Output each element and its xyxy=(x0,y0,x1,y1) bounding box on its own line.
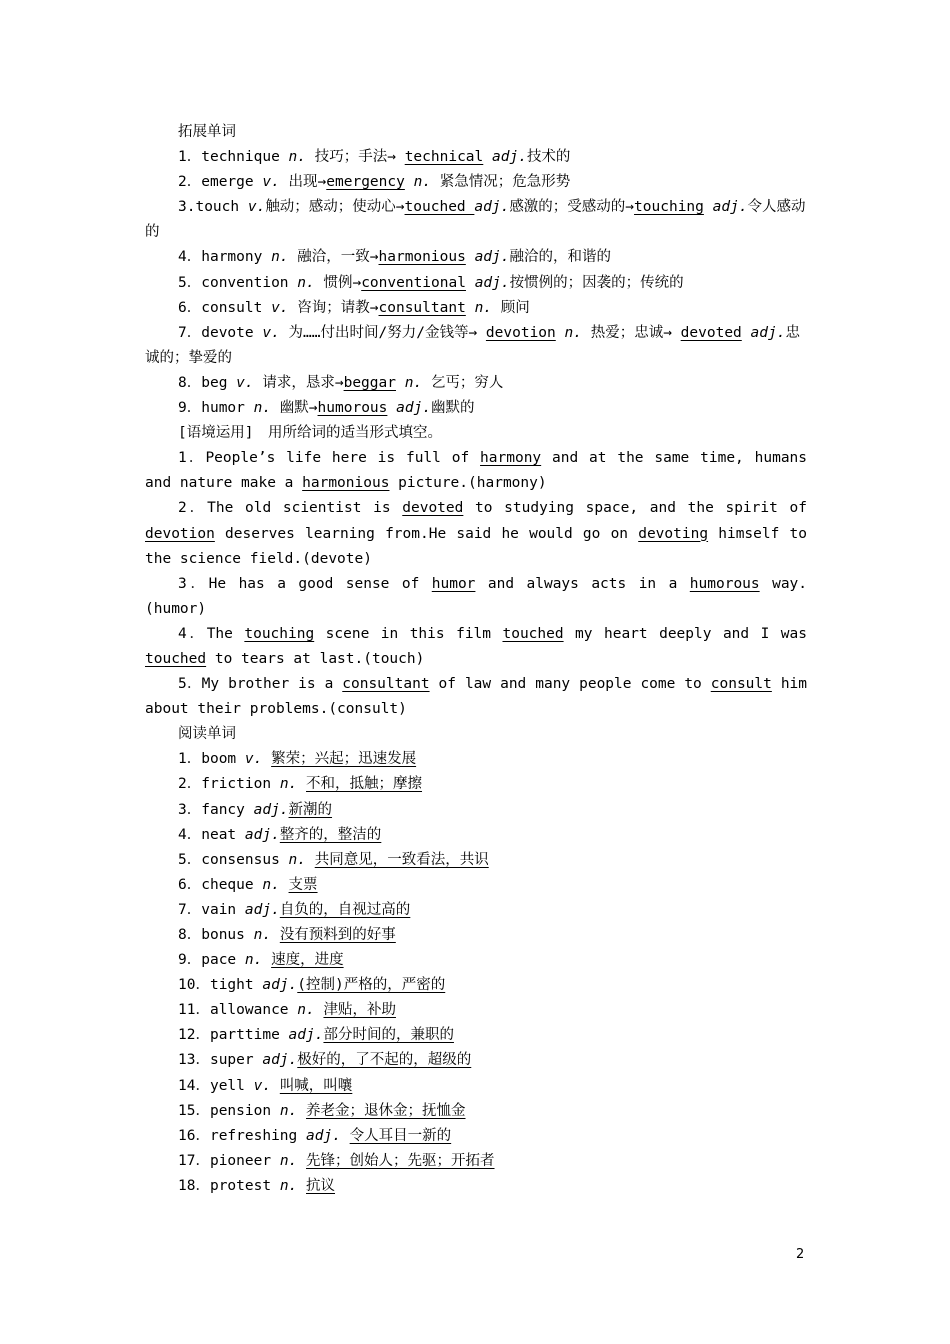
item-text: 8．bonus xyxy=(178,927,254,943)
item-text: 忠诚的；挚爱的 xyxy=(145,324,800,366)
item-text: 咨询；请教→ xyxy=(288,299,379,316)
part-of-speech: adj. xyxy=(244,826,280,843)
item-text: 顾问 xyxy=(492,299,530,316)
page-number: 2 xyxy=(796,1247,805,1262)
item-text: 1．technique xyxy=(178,149,289,166)
item-text: 11．allowance xyxy=(178,1002,298,1019)
part-of-speech: n. xyxy=(279,1152,298,1169)
item-text: 紧急情况；危急形势 xyxy=(431,174,571,191)
item-text: 令人感动的 xyxy=(145,199,806,241)
item-text: 14．yell xyxy=(178,1077,254,1094)
item-text xyxy=(297,1153,306,1169)
answer-text: 没有预料到的好事 xyxy=(279,927,396,943)
item-text: 惯例→ xyxy=(314,274,362,291)
item-text: and at the same time, humans and nature make a xyxy=(145,450,808,492)
item-text: 9．humor xyxy=(178,400,254,417)
item-text: him about their problems.(consult) xyxy=(145,676,808,718)
context-usage-item xyxy=(145,496,807,571)
item-text xyxy=(271,1078,280,1094)
answer-text: devoted xyxy=(680,324,742,341)
item-text: 2．friction xyxy=(178,776,280,793)
answer-text: touched xyxy=(404,199,475,216)
item-text xyxy=(742,325,751,341)
answer-text: touching xyxy=(634,199,704,216)
context-usage-item xyxy=(145,672,807,722)
answer-text: touched xyxy=(145,650,207,667)
answer-text: devoting xyxy=(638,525,709,542)
item-text xyxy=(262,952,271,968)
answer-text: 养老金；退休金；抚恤金 xyxy=(306,1102,466,1119)
item-text: to tears at last.(touch) xyxy=(206,650,425,667)
expanded-words-item xyxy=(145,170,807,195)
answer-text: 支票 xyxy=(288,876,318,893)
answer-text: 令人耳目一新的 xyxy=(349,1127,452,1144)
item-text: 5．consensus xyxy=(178,851,289,868)
item-text xyxy=(297,776,306,792)
item-text: 请求，恳求→ xyxy=(253,374,344,391)
item-text: and always acts in a xyxy=(475,575,690,592)
part-of-speech: v. xyxy=(247,199,266,216)
item-text xyxy=(297,1103,306,1119)
expanded-words-item xyxy=(145,371,807,396)
reading-words-item xyxy=(145,898,807,923)
item-text: scene in this film xyxy=(314,625,503,642)
item-text xyxy=(271,927,280,943)
part-of-speech: adj. xyxy=(396,400,432,417)
expanded-words-item xyxy=(145,296,807,321)
part-of-speech: v. xyxy=(244,751,263,768)
item-text xyxy=(466,249,475,265)
answer-text: devotion xyxy=(145,525,215,542)
item-text: 技巧；手法→ xyxy=(306,149,405,166)
answer-text: humorous xyxy=(689,575,760,592)
answer-text: devoted xyxy=(402,500,464,517)
item-text: 技术的 xyxy=(526,149,571,166)
item-text: 2．The old scientist is xyxy=(178,500,403,517)
reading-words-item xyxy=(145,798,807,823)
answer-text: 抗议 xyxy=(306,1177,336,1194)
item-text: 13．super xyxy=(178,1052,263,1069)
answer-text: technical xyxy=(404,149,484,166)
answer-text: (控制)严格的，严密的 xyxy=(297,977,446,994)
part-of-speech: adj. xyxy=(750,324,786,341)
part-of-speech: adj. xyxy=(474,199,510,216)
item-text: 1．People’s life here is full of xyxy=(178,450,481,467)
answer-text: humor xyxy=(431,575,476,592)
part-of-speech: n. xyxy=(279,776,298,793)
item-text xyxy=(297,1178,306,1194)
part-of-speech: n. xyxy=(279,1102,298,1119)
reading-words-item xyxy=(145,998,807,1023)
answer-text: 新潮的 xyxy=(288,801,333,818)
part-of-speech: v. xyxy=(271,299,289,316)
answer-text: 先锋；创始人；先驱；开拓者 xyxy=(306,1152,495,1169)
part-of-speech: adj. xyxy=(262,1052,298,1069)
reading-words-item xyxy=(145,1149,807,1174)
item-text: 按惯例的；因袭的；传统的 xyxy=(509,274,684,291)
item-text: 12．parttime xyxy=(178,1027,289,1044)
item-text: to studying space, and the spirit of xyxy=(463,500,807,517)
item-text xyxy=(280,877,289,893)
part-of-speech: n. xyxy=(288,149,306,166)
item-text: 触动；感动；使动心→ xyxy=(265,199,405,216)
reading-words-item xyxy=(145,1048,807,1073)
expanded-words-item xyxy=(145,396,807,421)
reading-words-item xyxy=(145,1023,807,1048)
expanded-words-item xyxy=(145,145,807,170)
answer-text: touched xyxy=(502,625,564,642)
part-of-speech: n. xyxy=(262,876,280,893)
reading-words-item xyxy=(145,823,807,848)
answer-text: conventional xyxy=(361,274,466,291)
reading-words-item xyxy=(145,848,807,873)
answer-text: consult xyxy=(710,676,772,693)
answer-text: 共同意见，一致看法，共识 xyxy=(314,851,489,868)
reading-words-heading: 阅读单词 xyxy=(178,726,236,743)
item-text: of law and many people come to xyxy=(429,676,711,693)
item-text: 融洽，一致→ xyxy=(288,249,379,266)
answer-text: 部分时间的，兼职的 xyxy=(323,1027,454,1044)
item-text: 4．neat xyxy=(178,826,245,843)
item-text xyxy=(704,199,713,215)
part-of-speech: adj. xyxy=(262,977,298,994)
item-text: 3．fancy xyxy=(178,801,254,818)
context-usage-item xyxy=(145,446,807,496)
part-of-speech: n. xyxy=(474,299,493,316)
part-of-speech: adj. xyxy=(244,901,280,918)
answer-text: 津贴，补助 xyxy=(323,1002,396,1019)
answer-text: 繁荣；兴起；迅速发展 xyxy=(271,751,417,768)
item-text: 热爱；忠诚→ xyxy=(581,324,681,341)
part-of-speech: n. xyxy=(279,1177,298,1194)
item-text: 2．emerge xyxy=(178,174,263,191)
expanded-words-item xyxy=(145,321,807,371)
answer-text: consultant xyxy=(342,676,430,693)
part-of-speech: adj. xyxy=(306,1127,341,1144)
item-text: 9．pace xyxy=(178,952,245,969)
item-text: 15．pension xyxy=(178,1102,280,1119)
item-text: 5．convention xyxy=(178,274,298,291)
part-of-speech: n. xyxy=(564,324,582,341)
document-body xyxy=(145,120,807,1199)
item-text: 17．pioneer xyxy=(178,1152,280,1169)
item-text xyxy=(262,751,271,767)
context-usage-heading: [语境运用] 用所给词的适当形式填空。 xyxy=(178,425,442,442)
item-text: 5．My brother is a xyxy=(178,676,343,693)
part-of-speech: v. xyxy=(262,174,280,191)
item-text xyxy=(466,300,475,316)
answer-text: 不和，抵触；摩擦 xyxy=(306,776,423,793)
reading-words-item xyxy=(145,1074,807,1099)
answer-text: harmonious xyxy=(378,249,466,266)
expanded-words-item xyxy=(145,245,807,270)
part-of-speech: n. xyxy=(253,400,272,417)
item-text xyxy=(466,275,475,291)
reading-words-item xyxy=(145,948,807,973)
answer-text: consultant xyxy=(378,299,466,316)
reading-words-item xyxy=(145,747,807,772)
item-text: himself to the science field.(devote) xyxy=(145,525,807,567)
item-text: 1．boom xyxy=(178,751,245,768)
reading-words-item xyxy=(145,1099,807,1124)
part-of-speech: adj. xyxy=(492,149,527,166)
item-text: 16．refreshing xyxy=(178,1127,306,1144)
item-text: deserves learning from.He said he would go on xyxy=(214,525,639,542)
part-of-speech: n. xyxy=(404,374,423,391)
item-text xyxy=(387,400,396,416)
item-text: 4．harmony xyxy=(178,249,272,266)
answer-text: 自负的，自视过高的 xyxy=(279,901,411,918)
answer-text: devotion xyxy=(485,324,556,341)
reading-words-item xyxy=(145,1124,807,1149)
answer-text: beggar xyxy=(343,374,396,391)
item-text: 幽默的 xyxy=(431,400,475,417)
item-text xyxy=(306,852,315,868)
part-of-speech: v. xyxy=(253,1077,272,1094)
item-text: 融洽的，和谐的 xyxy=(509,249,611,266)
item-text: 8．beg xyxy=(178,374,237,391)
item-text xyxy=(341,1128,350,1144)
item-text: 7．vain xyxy=(178,901,245,918)
answer-text: emergency xyxy=(326,174,405,191)
part-of-speech: n. xyxy=(288,851,306,868)
item-text: way.(humor) xyxy=(145,575,808,617)
reading-words-item xyxy=(145,772,807,797)
answer-text: 整齐的，整洁的 xyxy=(279,826,382,843)
part-of-speech: adj. xyxy=(288,1027,324,1044)
expanded-words-item xyxy=(145,195,807,245)
answer-text: touching xyxy=(244,625,315,642)
context-usage-item xyxy=(145,622,807,672)
part-of-speech: n. xyxy=(253,927,272,943)
item-text: picture.(harmony) xyxy=(389,475,547,492)
part-of-speech: v. xyxy=(262,324,280,341)
item-text: 3.touch xyxy=(178,199,248,216)
context-usage-item xyxy=(145,572,807,622)
answer-text: 极好的，了不起的，超级的 xyxy=(297,1052,472,1069)
item-text: 幽默→ xyxy=(271,400,318,417)
item-text: 6．cheque xyxy=(178,876,263,893)
part-of-speech: n. xyxy=(297,1002,315,1019)
reading-words-item xyxy=(145,973,807,998)
item-text: 感激的；受感动的→ xyxy=(509,199,635,216)
expanded-words-item xyxy=(145,271,807,296)
answer-text: 叫喊，叫嚷 xyxy=(279,1077,353,1094)
item-text: 出现→ xyxy=(279,174,327,191)
answer-text: harmony xyxy=(480,450,542,467)
item-text: 7．devote xyxy=(178,324,263,341)
part-of-speech: n. xyxy=(244,952,263,969)
answer-text: harmonious xyxy=(302,475,390,492)
part-of-speech: n. xyxy=(271,249,289,266)
answer-text: 速度，进度 xyxy=(271,952,344,969)
item-text: 6．consult xyxy=(178,299,272,316)
item-text: 4．The xyxy=(178,625,245,642)
item-text: my heart deeply and I was xyxy=(563,625,807,642)
part-of-speech: adj. xyxy=(474,274,510,291)
answer-text: humorous xyxy=(317,400,388,417)
part-of-speech: adj. xyxy=(474,249,510,266)
part-of-speech: adj. xyxy=(712,199,748,216)
item-text: 乞丐；穷人 xyxy=(422,374,504,391)
item-text: 3．He has a good sense of xyxy=(178,575,432,592)
part-of-speech: v. xyxy=(236,374,254,391)
item-text: 18．protest xyxy=(178,1177,280,1194)
item-text: 10．tight xyxy=(178,977,263,994)
expanded-words-heading: 拓展单词 xyxy=(178,124,236,140)
item-text: 为……付出时间/努力/金钱等→ xyxy=(279,324,486,341)
reading-words-item xyxy=(145,873,807,898)
part-of-speech: adj. xyxy=(253,801,289,818)
item-text xyxy=(396,375,405,391)
reading-words-item xyxy=(145,1174,807,1199)
part-of-speech: n. xyxy=(413,174,432,191)
part-of-speech: n. xyxy=(297,274,315,291)
item-text xyxy=(556,325,565,341)
item-text xyxy=(483,149,492,165)
reading-words-item xyxy=(145,923,807,948)
item-text xyxy=(405,174,414,190)
